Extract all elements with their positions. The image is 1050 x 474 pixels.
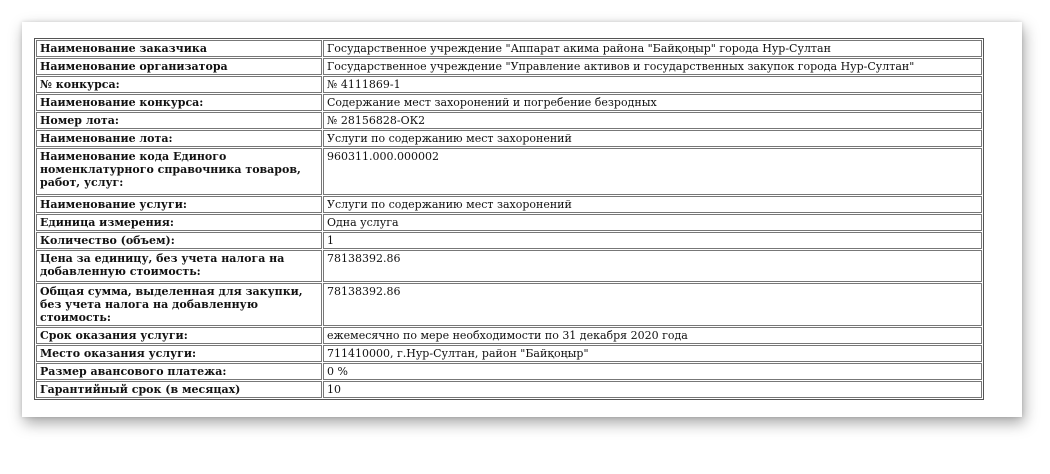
table-row	[36, 327, 982, 344]
table-row	[36, 196, 982, 213]
row-value: 1	[323, 232, 982, 249]
row-label: Место оказания услуги:	[36, 345, 322, 362]
row-label: № конкурса:	[36, 76, 322, 93]
row-label: Наименование заказчика	[36, 40, 322, 57]
row-value: 10	[323, 381, 982, 398]
row-value: Одна услуга	[323, 214, 982, 231]
row-value: Услуги по содержанию мест захоронений	[323, 130, 982, 147]
row-value: № 28156828-ОК2	[323, 112, 982, 129]
table-row	[36, 381, 982, 398]
row-value: 960311.000.000002	[323, 148, 982, 195]
row-value: № 4111869-1	[323, 76, 982, 93]
row-label: Срок оказания услуги:	[36, 327, 322, 344]
row-label: Наименование услуги:	[36, 196, 322, 213]
row-value: Услуги по содержанию мест захоронений	[323, 196, 982, 213]
row-value: 0 %	[323, 363, 982, 380]
table-row	[36, 363, 982, 380]
row-value: Государственное учреждение "Аппарат акима района "Байқоңыр" города Нур-Султан	[323, 40, 982, 57]
table-row	[36, 214, 982, 231]
row-label: Наименование лота:	[36, 130, 322, 147]
table-row	[36, 345, 982, 362]
tender-info-table	[34, 38, 984, 400]
row-label: Общая сумма, выделенная для закупки, без учета налога на добавленную стоимость:	[36, 283, 322, 326]
row-label: Наименование кода Единого номенклатурного справочника товаров, работ, услуг:	[36, 148, 322, 195]
row-label: Единица измерения:	[36, 214, 322, 231]
table-row	[36, 76, 982, 93]
row-value: Государственное учреждение "Управление активов и государственных закупок города Нур-Султан"	[323, 58, 982, 75]
table-row	[36, 250, 982, 282]
row-value: Содержание мест захоронений и погребение безродных	[323, 94, 982, 111]
row-value: 711410000, г.Нур-Султан, район "Байқоңыр"	[323, 345, 982, 362]
row-value: 78138392.86	[323, 283, 982, 326]
table-row	[36, 148, 982, 195]
table-row	[36, 283, 982, 326]
table-row	[36, 94, 982, 111]
row-label: Гарантийный срок (в месяцах)	[36, 381, 322, 398]
document-frame	[22, 22, 1022, 417]
table-row	[36, 58, 982, 75]
table-row	[36, 232, 982, 249]
row-label: Количество (объем):	[36, 232, 322, 249]
row-value: ежемесячно по мере необходимости по 31 декабря 2020 года	[323, 327, 982, 344]
row-label: Наименование конкурса:	[36, 94, 322, 111]
row-label: Номер лота:	[36, 112, 322, 129]
table-row	[36, 112, 982, 129]
row-value: 78138392.86	[323, 250, 982, 282]
row-label: Наименование организатора	[36, 58, 322, 75]
row-label: Цена за единицу, без учета налога на добавленную стоимость:	[36, 250, 322, 282]
table-row	[36, 130, 982, 147]
table-row	[36, 40, 982, 57]
row-label: Размер авансового платежа:	[36, 363, 322, 380]
